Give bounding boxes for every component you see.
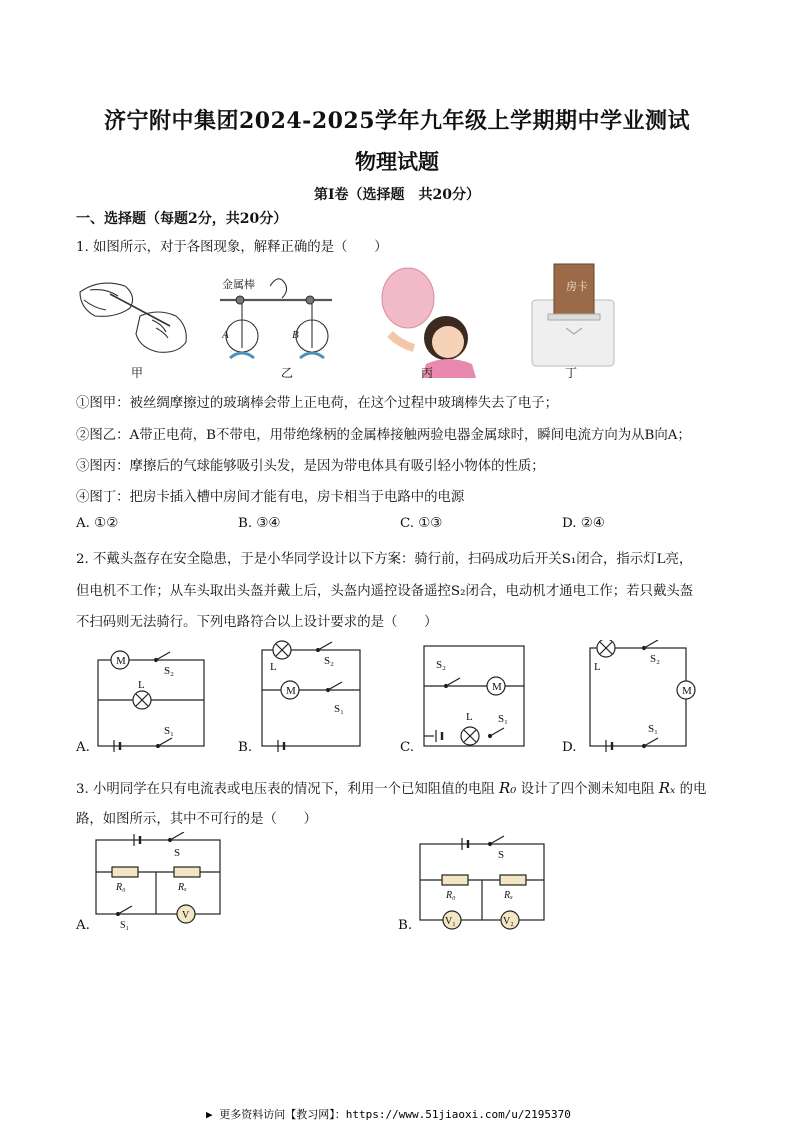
b-motor-label: M [286,685,296,697]
d-s1-label: S₁ [648,723,658,735]
circuit-3a [96,832,220,923]
q2-option-c[interactable]: C. [400,740,415,755]
q3-line-1b: 设计了四个测未知电阻 [520,782,655,797]
q2-circuits [90,640,710,756]
card-label: 房卡 [566,281,588,293]
img-label-jia: 甲 [130,366,143,380]
rod-label: 金属棒 [222,279,255,291]
figure-jia [80,283,186,352]
3b-v1-label: V₁ [445,916,456,927]
figure-bing [382,268,476,378]
circuit-d [590,640,695,752]
q1-statement-4: ④图丁：把房卡插入槽中房间才能有电，房卡相当于电路中的电源 [76,490,465,505]
q2-line-3: 不扫码则无法骑行。下列电路符合以上设计要求的是（ ） [76,615,438,630]
d-lamp-label: L [594,661,601,673]
q3-line-1c: 的电 [679,782,707,797]
3b-s-label: S [498,849,505,861]
a-s2-label: S₂ [164,665,174,677]
subject-title: 物理试题 [355,149,439,174]
a-motor-label: M [116,655,126,667]
q3-option-b[interactable]: B. [398,918,413,933]
3a-s-label: S [174,847,181,859]
3b-r0-label: R₀ [446,890,456,901]
3a-r0-label: R₀ [116,882,126,893]
q1-option-b[interactable]: B. ③④ [238,516,281,531]
b-lamp-label: L [270,661,277,673]
d-motor-label: M [682,685,692,697]
figure-ding [532,264,614,366]
img-label-yi: 乙 [280,366,293,380]
img-label-bing: 丙 [420,366,433,380]
c-s1-label: S₁ [498,713,508,725]
exam-title: 济宁附中集团2024-2025学年九年级上学期期中学业测试 [103,108,691,134]
circuit-3b [420,836,544,929]
c-lamp-label: L [466,711,473,723]
3b-v2-label: V₂ [503,916,514,927]
b-s1-label: S₁ [334,703,344,715]
footer-link[interactable]: ▶ 更多资料访问【教习网】：https://www.51jiaoxi.com/u/2195370 [206,1108,571,1121]
img-label-ding: 丁 [564,366,577,380]
circuit-a [98,651,204,752]
q1-statement-3: ③图丙：摩擦后的气球能够吸引头发，是因为带电体具有吸引轻小物体的性质； [76,459,545,474]
3a-v-label: V [182,910,190,921]
rx-symbol: Rₓ [658,779,676,797]
q2-line-2: 但电机不工作；从车头取出头盔并戴上后，头盔内遥控设备遥控S₂闭合，电动机才通电工作；若只戴头盔 [76,584,694,599]
part-title: 第Ⅰ卷（选择题 共20分） [313,187,481,203]
q1-statement-1: ①图甲：被丝绸摩擦过的玻璃棒会带上正电荷，在这个过程中玻璃棒失去了电子； [76,396,559,411]
q1-figures [70,262,730,378]
q3-option-a[interactable]: A. [76,918,90,933]
q3-circuits [90,832,560,932]
q1-stem: 1. 如图所示，对于各图现象，解释正确的是（ ） [76,240,388,255]
q1-option-c[interactable]: C. ①③ [400,516,443,531]
section-heading: 一、选择题（每题2分，共20分） [76,211,288,227]
r0-symbol: R₀ [499,779,517,797]
q2-option-b[interactable]: B. [238,740,253,755]
q2-option-d[interactable]: D. [562,740,577,755]
q3-line-1a: 3. 小明同学在只有电流表或电压表的情况下，利用一个已知阻值的电阻 [76,782,495,797]
q1-option-d[interactable]: D. ②④ [562,516,605,531]
a-s1-label: S₁ [164,725,174,737]
c-motor-label: M [492,681,502,693]
d-s2-label: S₂ [650,653,660,665]
3a-rx-label: Rₓ [178,882,187,893]
q2-line-1: 2. 不戴头盔存在安全隐患，于是小华同学设计以下方案：骑行前，扫码成功后开关S₁闭合，指示灯L亮， [76,552,693,567]
label-a: A [222,329,229,341]
q1-option-a[interactable]: A. ①② [76,516,119,531]
q3-line-2: 路，如图所示，其中不可行的是（ ） [76,812,318,827]
label-b: B [292,329,299,341]
q3-line-1 [76,778,706,797]
circuit-b [262,641,360,752]
a-lamp-label: L [138,679,145,691]
b-s2-label: S₂ [324,655,334,667]
c-s2-label: S₂ [436,659,446,671]
3a-s1-label: S₁ [120,920,130,931]
q1-statement-2: ②图乙：A带正电荷，B不带电，用带绝缘柄的金属棒接触两验电器金属球时，瞬间电流方向为从B向A； [76,428,691,443]
q2-option-a[interactable]: A. [76,740,90,755]
3b-rx-label: Rₓ [504,890,513,901]
